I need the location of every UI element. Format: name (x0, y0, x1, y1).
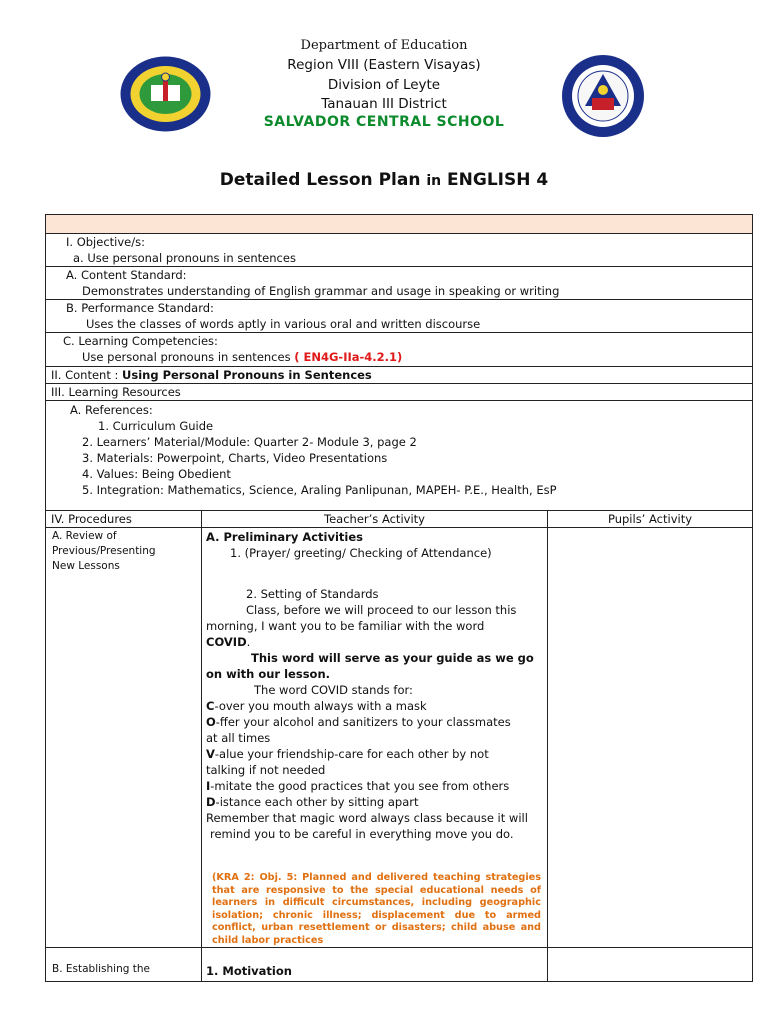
acronym-text: talking if not needed (206, 763, 326, 777)
learning-resources-heading: III. Learning Resources (51, 385, 181, 399)
procedure-row-review (46, 528, 752, 948)
competency-text: Use personal pronouns in sentences (82, 350, 291, 364)
teacher-activity-column-header: Teacher’s Activity (202, 511, 548, 527)
content-standard-row (46, 267, 752, 300)
department-name: Department of Education (300, 38, 468, 53)
reference-item: 4. Values: Being Obedient (82, 467, 231, 481)
remember-line: remind you to be careful in everything move you do. (210, 827, 514, 841)
guide-sentence: on with our lesson. (206, 667, 330, 681)
performance-standard-text: Uses the classes of words aptly in various oral and written discourse (86, 317, 481, 331)
acronym-letter: D (206, 795, 216, 809)
step-label-line: Previous/Presenting (52, 545, 156, 557)
step-label-line: A. Review of (52, 530, 117, 542)
acronym-letter: V (206, 747, 215, 761)
competencies-row (46, 333, 752, 367)
acronym-line (206, 746, 547, 762)
references-heading: A. References: (70, 403, 153, 417)
competencies-heading: C. Learning Competencies: (63, 334, 218, 348)
header-band (46, 215, 752, 234)
performance-standard-row (46, 300, 752, 333)
acronym-line (206, 714, 547, 730)
procedure-step-label (46, 528, 202, 947)
content-label: II. Content : (51, 368, 119, 382)
paragraph-line: Class, before we will proceed to our lesson this (246, 603, 517, 617)
step-label-line: B. Establishing the (52, 963, 150, 975)
acronym-letter: I (206, 779, 211, 793)
procedures-column-header: IV. Procedures (46, 511, 202, 527)
content-value: Using Personal Pronouns in Sentences (122, 368, 372, 382)
page-title (0, 170, 768, 190)
teacher-activity-cell (202, 948, 548, 981)
document-header (0, 0, 768, 160)
motivation-heading: 1. Motivation (206, 964, 292, 978)
acronym-line (206, 794, 547, 810)
pupils-activity-column-header: Pupils’ Activity (607, 512, 693, 526)
pupils-activity-cell (548, 528, 752, 947)
title-in: in (426, 173, 442, 189)
step-label-line: New Lessons (52, 560, 120, 572)
objectives-heading: I. Objective/s: (66, 235, 145, 249)
title-subject: ENGLISH 4 (447, 170, 549, 190)
acronym-text: -ffer your alcohol and sanitizers to your classmates (215, 715, 511, 729)
region-name: Region VIII (Eastern Visayas) (287, 57, 481, 73)
objectives-row (46, 234, 752, 267)
acronym-text: -mitate the good practices that you see from others (210, 779, 510, 793)
procedures-header-row (46, 511, 752, 528)
kra-note: (KRA 2: Obj. 5: Planned and delivered teaching strategies that are responsive to the special educational needs of learners in difficult circumstances, including geographic isolation; chronic illness; displacement due to armed conflict, urban resettlement or disasters; child abuse and child labor practices (212, 872, 541, 946)
content-standard-text: Demonstrates understanding of English grammar and usage in speaking or writing (82, 284, 560, 298)
teacher-activity-cell: A. Preliminary Activities 1. (Prayer/ greeting/ Checking of Attendance) 2. Setting of Standards Class, before we will proceed to our lesson this morning, I want you to be familiar with the word COVID. This word will serve as your guide as we go on with our lesson. The word COVID stands for: C-over you mouth always with a mask O-ffer your alcohol and sanitizers to your classmates at all times V-alue your friendship-care for each other by not talking if not needed I-mitate the good practices that you see from others D-istance each other by sitting apart Remember that magic word always class because it will remind you to be careful in everything move you do. (KRA 2: Obj. 5: Planned and delivered teaching strategies that are responsive to the special educational needs of learners in difficult circumstances, including geographic isolation; chronic illness; displacement due to armed conflict, urban resettlement or disasters; child abuse and child labor practices (202, 528, 548, 947)
competency-code: ( EN4G-IIa-4.2.1) (294, 350, 403, 364)
learning-resources-row (46, 384, 752, 401)
acronym-text: -alue your friendship-care for each other by not (214, 747, 489, 761)
reference-item: 1. Curriculum Guide (98, 419, 214, 433)
references-row (46, 401, 752, 511)
district-name: Tanauan III District (321, 96, 447, 112)
acronym-letter: O (206, 715, 216, 729)
acronym-text: at all times (206, 731, 271, 745)
content-row (46, 367, 752, 384)
lesson-plan-table (45, 214, 753, 982)
school-name: SALVADOR CENTRAL SCHOOL (263, 114, 505, 130)
reference-item: 2. Learners’ Material/Module: Quarter 2- Module 3, page 2 (82, 435, 417, 449)
acronym-text: -over you mouth always with a mask (214, 699, 427, 713)
reference-item: 3. Materials: Powerpoint, Charts, Video Presentations (82, 451, 388, 465)
setting-standards-line: 2. Setting of Standards (246, 587, 379, 601)
procedure-row-establishing (46, 948, 752, 982)
acronym-line (206, 698, 547, 714)
covid-word: COVID (206, 635, 247, 649)
objective-item: a. Use personal pronouns in sentences (73, 251, 296, 265)
pupils-activity-cell (548, 948, 752, 981)
content-standard-heading: A. Content Standard: (66, 268, 187, 282)
remember-line: Remember that magic word always class because it will (206, 811, 528, 825)
acronym-text: -istance each other by sitting apart (215, 795, 419, 809)
procedure-step-label (46, 948, 202, 981)
reference-item: 5. Integration: Mathematics, Science, Araling Panlipunan, MAPEH- P.E., Health, EsP (82, 483, 557, 497)
paragraph-line: morning, I want you to be familiar with the word (206, 619, 485, 633)
acronym-line (206, 778, 547, 794)
preliminary-activities-heading: A. Preliminary Activities (206, 530, 363, 544)
guide-sentence: This word will serve as your guide as we go (251, 651, 534, 665)
acronym-line (206, 730, 547, 746)
acronym-letter: C (206, 699, 215, 713)
division-name: Division of Leyte (327, 77, 441, 93)
acronym-line (206, 762, 547, 778)
prayer-line: 1. (Prayer/ greeting/ Checking of Attendance) (230, 546, 492, 560)
title-main: Detailed Lesson Plan (219, 170, 421, 190)
stands-for-line: The word COVID stands for: (254, 683, 413, 697)
performance-standard-heading: B. Performance Standard: (66, 301, 214, 315)
